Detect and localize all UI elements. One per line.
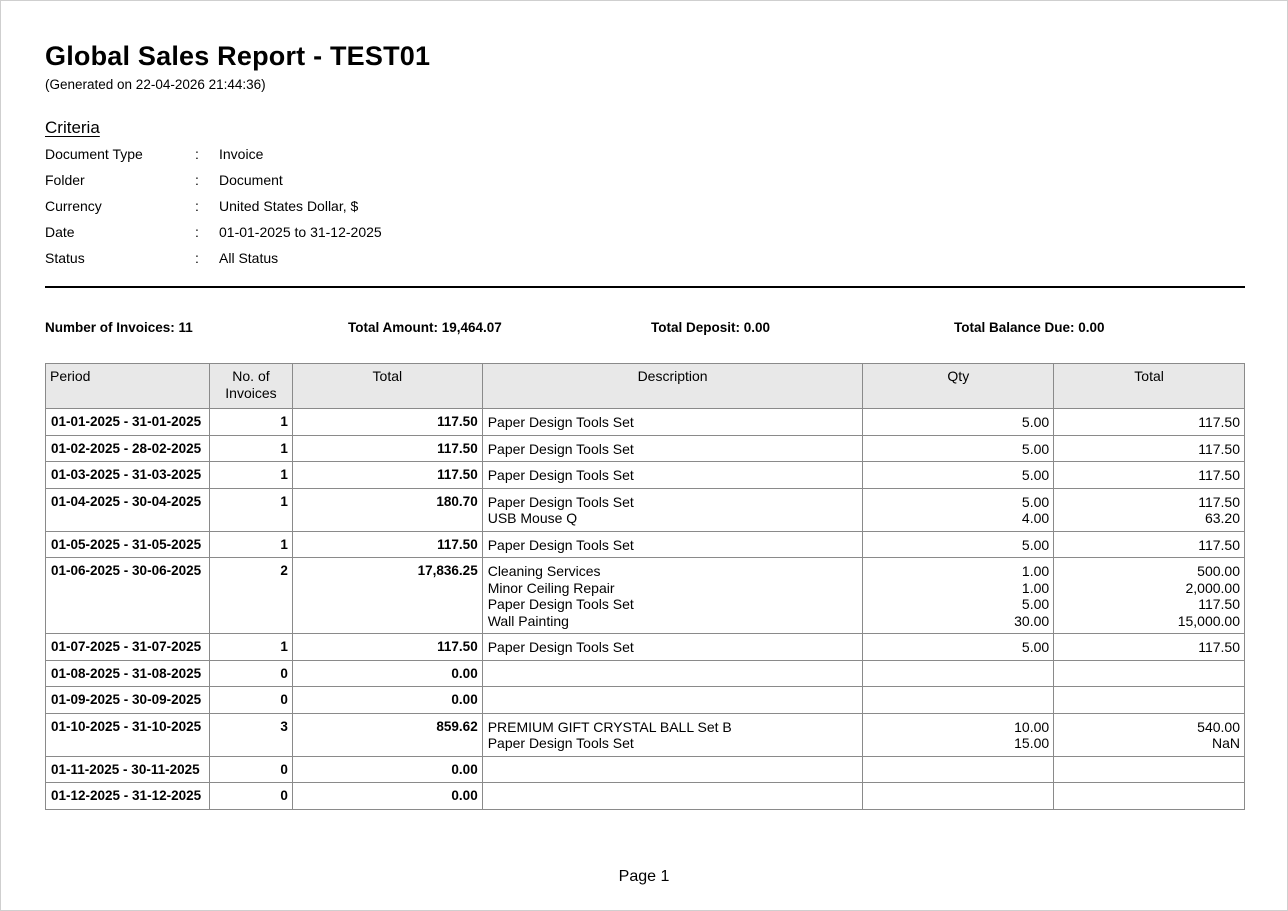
summary-total-deposit: Total Deposit: 0.00	[651, 320, 771, 335]
qty-cell	[863, 634, 1054, 661]
description-cell	[482, 756, 863, 783]
invoice-count-cell: 0	[209, 756, 292, 783]
criteria-heading: Criteria	[45, 118, 100, 137]
invoice-count-cell: 1	[209, 488, 292, 531]
item-description: Cleaning Services	[487, 563, 601, 579]
description-cell	[482, 558, 863, 634]
item-total: 2,000.00	[1185, 579, 1240, 596]
item-total: 500.00	[1197, 563, 1240, 579]
column-header-qty: Qty	[863, 364, 1054, 409]
criteria-separator: :	[195, 172, 199, 188]
table-row	[46, 462, 1245, 489]
invoice-count-cell: 0	[209, 660, 292, 687]
table-header-row	[46, 364, 1245, 409]
item-qty: 1.00	[1021, 563, 1050, 579]
description-cell	[482, 713, 863, 756]
criteria-value: All Status	[219, 250, 279, 266]
item-total: 540.00	[1197, 718, 1240, 735]
generated-timestamp: (Generated on 22-04-2026 21:44:36)	[45, 77, 266, 92]
table-row	[46, 488, 1245, 531]
item-qty: 5.00	[1021, 536, 1050, 553]
table-row	[46, 435, 1245, 462]
line-total-cell	[1054, 409, 1245, 436]
description-cell	[482, 687, 863, 714]
item-total: 117.50	[1198, 414, 1240, 430]
item-description: Paper Design Tools Set	[487, 493, 634, 510]
description-cell	[482, 462, 863, 489]
column-header-invoice-count	[209, 364, 292, 409]
section-divider	[45, 286, 1245, 288]
criteria-row-currency	[45, 198, 645, 218]
item-qty: 5.00	[1021, 596, 1050, 612]
criteria-label: Document Type	[45, 146, 143, 162]
period-total-cell: 0.00	[292, 660, 482, 687]
item-qty: 30.00	[1014, 612, 1050, 629]
line-total-cell	[1054, 435, 1245, 462]
table-row	[46, 558, 1245, 634]
period-cell: 01-11-2025 - 30-11-2025	[46, 756, 210, 783]
sales-table	[45, 363, 1245, 810]
description-cell	[482, 409, 863, 436]
qty-cell	[863, 783, 1054, 810]
criteria-value: Document	[219, 172, 283, 188]
period-total-cell: 0.00	[292, 687, 482, 714]
qty-cell	[863, 687, 1054, 714]
period-total-cell: 180.70	[292, 488, 482, 531]
column-header-total: Total	[292, 364, 482, 409]
invoice-count-cell: 1	[209, 435, 292, 462]
criteria-separator: :	[195, 198, 199, 214]
column-header-line-total: Total	[1054, 364, 1245, 409]
item-qty: 10.00	[1014, 718, 1050, 735]
invoice-count-cell: 1	[209, 462, 292, 489]
item-description: Minor Ceiling Repair	[487, 579, 615, 596]
line-total-cell	[1054, 531, 1245, 558]
item-description: Paper Design Tools Set	[487, 596, 634, 612]
criteria-label: Currency	[45, 198, 102, 214]
item-description: Paper Design Tools Set	[487, 414, 634, 430]
qty-cell	[863, 531, 1054, 558]
line-total-cell	[1054, 462, 1245, 489]
criteria-row-date	[45, 224, 645, 244]
description-cell	[482, 660, 863, 687]
item-qty: 1.00	[1021, 579, 1050, 596]
item-qty: 5.00	[1021, 467, 1050, 483]
invoice-count-cell: 1	[209, 409, 292, 436]
item-qty: 4.00	[1021, 510, 1050, 526]
qty-cell	[863, 713, 1054, 756]
period-cell: 01-09-2025 - 30-09-2025	[46, 687, 210, 714]
invoice-count-cell: 3	[209, 713, 292, 756]
line-total-cell	[1054, 488, 1245, 531]
criteria-row-document-type	[45, 146, 645, 166]
criteria-separator: :	[195, 146, 199, 162]
header-text: Invoices	[225, 385, 277, 401]
item-description: Paper Design Tools Set	[487, 735, 634, 751]
item-total: 63.20	[1204, 510, 1240, 526]
table-row	[46, 660, 1245, 687]
item-description: PREMIUM GIFT CRYSTAL BALL Set B	[487, 718, 732, 735]
item-qty: 15.00	[1014, 735, 1050, 751]
invoice-count-cell: 0	[209, 783, 292, 810]
header-text: No. of	[232, 368, 270, 384]
table-row	[46, 687, 1245, 714]
period-cell: 01-06-2025 - 30-06-2025	[46, 558, 210, 634]
qty-cell	[863, 488, 1054, 531]
table-row	[46, 756, 1245, 783]
period-total-cell: 859.62	[292, 713, 482, 756]
item-description: Wall Painting	[487, 612, 569, 629]
invoice-count-cell: 0	[209, 687, 292, 714]
period-total-cell: 117.50	[292, 531, 482, 558]
table-body	[46, 409, 1245, 810]
period-cell: 01-07-2025 - 31-07-2025	[46, 634, 210, 661]
description-cell	[482, 783, 863, 810]
line-total-cell	[1054, 558, 1245, 634]
period-cell: 01-04-2025 - 30-04-2025	[46, 488, 210, 531]
criteria-value: Invoice	[219, 146, 264, 162]
criteria-row-status	[45, 250, 645, 270]
qty-cell	[863, 409, 1054, 436]
period-cell: 01-01-2025 - 31-01-2025	[46, 409, 210, 436]
qty-cell	[863, 558, 1054, 634]
criteria-value: 01-01-2025 to 31-12-2025	[219, 224, 382, 240]
period-total-cell: 0.00	[292, 756, 482, 783]
period-cell: 01-12-2025 - 31-12-2025	[46, 783, 210, 810]
item-qty: 5.00	[1021, 440, 1050, 457]
item-total: 117.50	[1198, 596, 1240, 612]
qty-cell	[863, 435, 1054, 462]
line-total-cell	[1054, 634, 1245, 661]
item-total: 117.50	[1198, 467, 1240, 483]
description-cell	[482, 531, 863, 558]
item-description: Paper Design Tools Set	[487, 536, 634, 553]
period-cell: 01-10-2025 - 31-10-2025	[46, 713, 210, 756]
column-header-period: Period	[46, 364, 210, 409]
period-cell: 01-08-2025 - 31-08-2025	[46, 660, 210, 687]
page-number: Page 1	[618, 868, 670, 885]
line-total-cell	[1054, 687, 1245, 714]
item-total: 117.50	[1198, 639, 1240, 655]
period-total-cell: 117.50	[292, 409, 482, 436]
period-total-cell: 17,836.25	[292, 558, 482, 634]
summary-total-amount: Total Amount: 19,464.07	[348, 320, 502, 335]
invoice-count-cell: 1	[209, 531, 292, 558]
item-description: Paper Design Tools Set	[487, 639, 634, 655]
description-cell	[482, 488, 863, 531]
item-description: Paper Design Tools Set	[487, 440, 634, 457]
item-qty: 5.00	[1021, 639, 1050, 655]
criteria-separator: :	[195, 250, 199, 266]
column-header-description: Description	[482, 364, 863, 409]
period-cell: 01-03-2025 - 31-03-2025	[46, 462, 210, 489]
line-total-cell	[1054, 713, 1245, 756]
criteria-row-folder	[45, 172, 645, 192]
criteria-value: United States Dollar, $	[219, 198, 359, 214]
item-qty: 5.00	[1021, 414, 1050, 430]
period-cell: 01-02-2025 - 28-02-2025	[46, 435, 210, 462]
criteria-label: Date	[45, 224, 75, 240]
item-description: USB Mouse Q	[487, 510, 578, 526]
criteria-label: Folder	[45, 172, 85, 188]
table-row	[46, 634, 1245, 661]
qty-cell	[863, 756, 1054, 783]
item-qty: 5.00	[1021, 493, 1050, 510]
item-total: 117.50	[1198, 440, 1240, 457]
qty-cell	[863, 660, 1054, 687]
period-total-cell: 117.50	[292, 435, 482, 462]
description-cell	[482, 634, 863, 661]
line-total-cell	[1054, 660, 1245, 687]
criteria-separator: :	[195, 224, 199, 240]
table-row	[46, 713, 1245, 756]
invoice-count-cell: 1	[209, 634, 292, 661]
summary-invoice-count: Number of Invoices: 11	[45, 320, 193, 335]
period-total-cell: 0.00	[292, 783, 482, 810]
table-row	[46, 783, 1245, 810]
line-total-cell	[1054, 783, 1245, 810]
criteria-label: Status	[45, 250, 85, 266]
qty-cell	[863, 462, 1054, 489]
table-row	[46, 409, 1245, 436]
summary-balance-due: Total Balance Due: 0.00	[954, 320, 1105, 335]
report-title: Global Sales Report - TEST01	[45, 41, 431, 71]
item-total: 15,000.00	[1177, 612, 1240, 629]
item-total: 117.50	[1198, 493, 1240, 510]
item-total: 117.50	[1198, 536, 1240, 553]
item-description: Paper Design Tools Set	[487, 467, 634, 483]
description-cell	[482, 435, 863, 462]
period-total-cell: 117.50	[292, 634, 482, 661]
table-row	[46, 531, 1245, 558]
line-total-cell	[1054, 756, 1245, 783]
period-cell: 01-05-2025 - 31-05-2025	[46, 531, 210, 558]
invoice-count-cell: 2	[209, 558, 292, 634]
item-total: NaN	[1211, 735, 1240, 751]
period-total-cell: 117.50	[292, 462, 482, 489]
